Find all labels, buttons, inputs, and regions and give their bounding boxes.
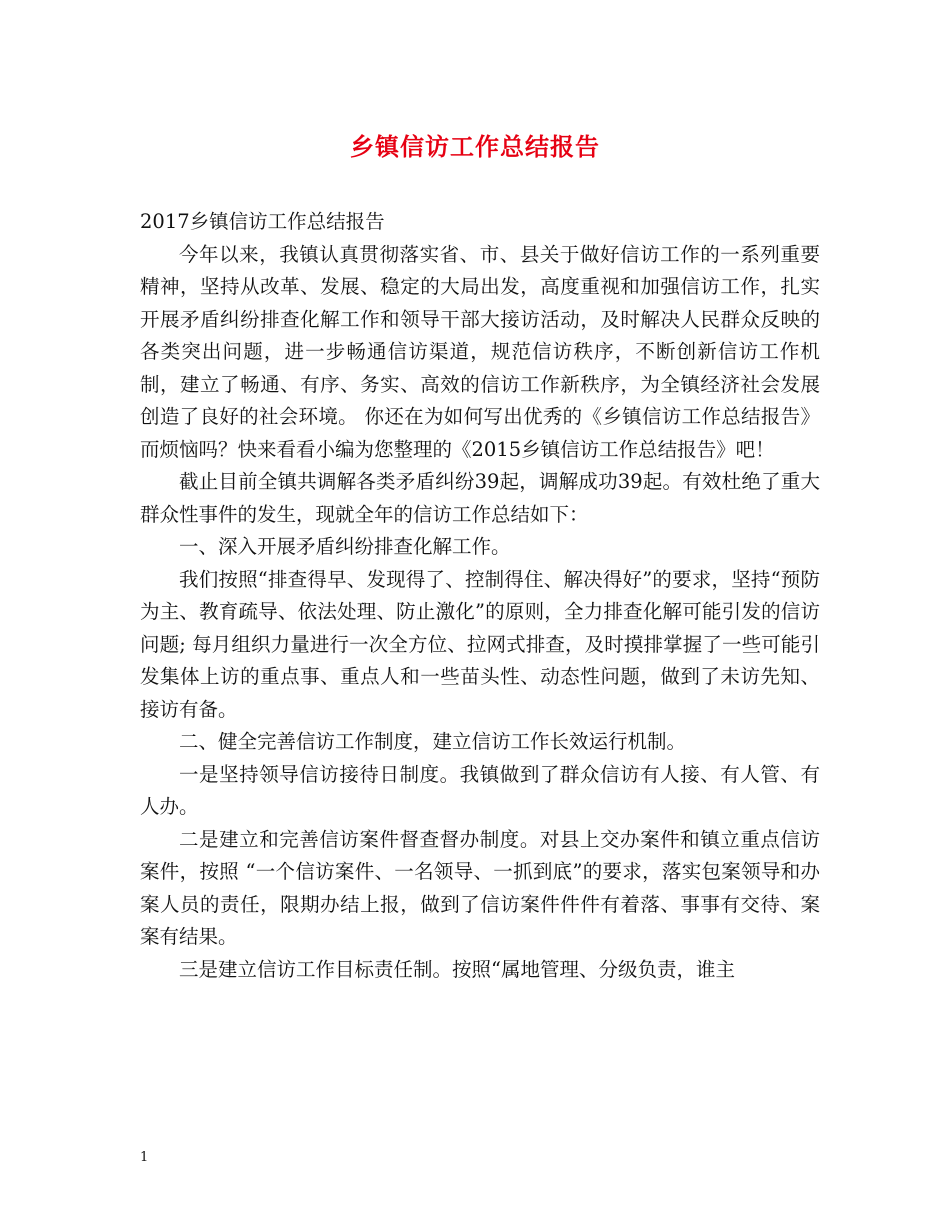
section-heading-1: 一、深入开展矛盾纠纷排查化解工作。 [179,535,511,558]
document-body [140,206,820,986]
paragraph-item-2: 二是建立和完善信访案件督查督办制度。对县上交办案件和镇立重点信访案件，按照 “一个信访案件、一名领导、一抓到底”的要求，落实包案领导和办案人员的责任，限期办结上报，做到了信访案件件件有着落、事事有交待、案案有结果。 [140,827,820,948]
section-heading-2: 二、健全完善信访工作制度，建立信访工作长效运行机制。 [179,730,687,753]
document-subtitle: 2017乡镇信访工作总结报告 [140,210,385,233]
paragraph-item-3: 三是建立信访工作目标责任制。按照“属地管理、分级负责，谁主 [179,957,735,981]
page-number: 1 [140,1150,149,1165]
paragraph-intro: 今年以来，我镇认真贯彻落实省、市、县关于做好信访工作的一系列重要精神，坚持从改革、发展、稳定的大局出发，高度重视和加强信访工作，扎实开展矛盾纠纷排查化解工作和领导干部大接访活动，及时解决人民群众反映的各类突出问题，进一步畅通信访渠道，规范信访秩序，不断创新信访工作机制，建立了畅通、有序、务实、高效的信访工作新秩序，为全镇经济社会发展创造了良好的社会环境。 你还在为如何写出优秀的《乡镇信访工作总结报告》而烦恼吗？快来看看小编为您整理的《2015乡镇信访工作总结报告》吧！ [140,242,820,461]
document-title: 乡镇信访工作总结报告 [350,132,600,161]
paragraph-item-1: 一是坚持领导信访接待日制度。我镇做到了群众信访有人接、有人管、有人办。 [140,762,820,818]
paragraph-section-1: 我们按照“排查得早、发现得了、控制得住、解决得好”的要求，坚持“预防为主、教育疏导、依法处理、防止激化”的原则，全力排查化解可能引发的信访问题; 每月组织力量进行一次全方位、拉网式排查，及时摸排掌握了一些可能引发集体上访的重点事、重点人和一些苗头性、动态性问题，做到了未访先知、接访有备。 [140,567,820,721]
paragraph-summary: 截止目前全镇共调解各类矛盾纠纷39起，调解成功39起。有效杜绝了重大群众性事件的发生，现就全年的信访工作总结如下： [140,470,820,526]
